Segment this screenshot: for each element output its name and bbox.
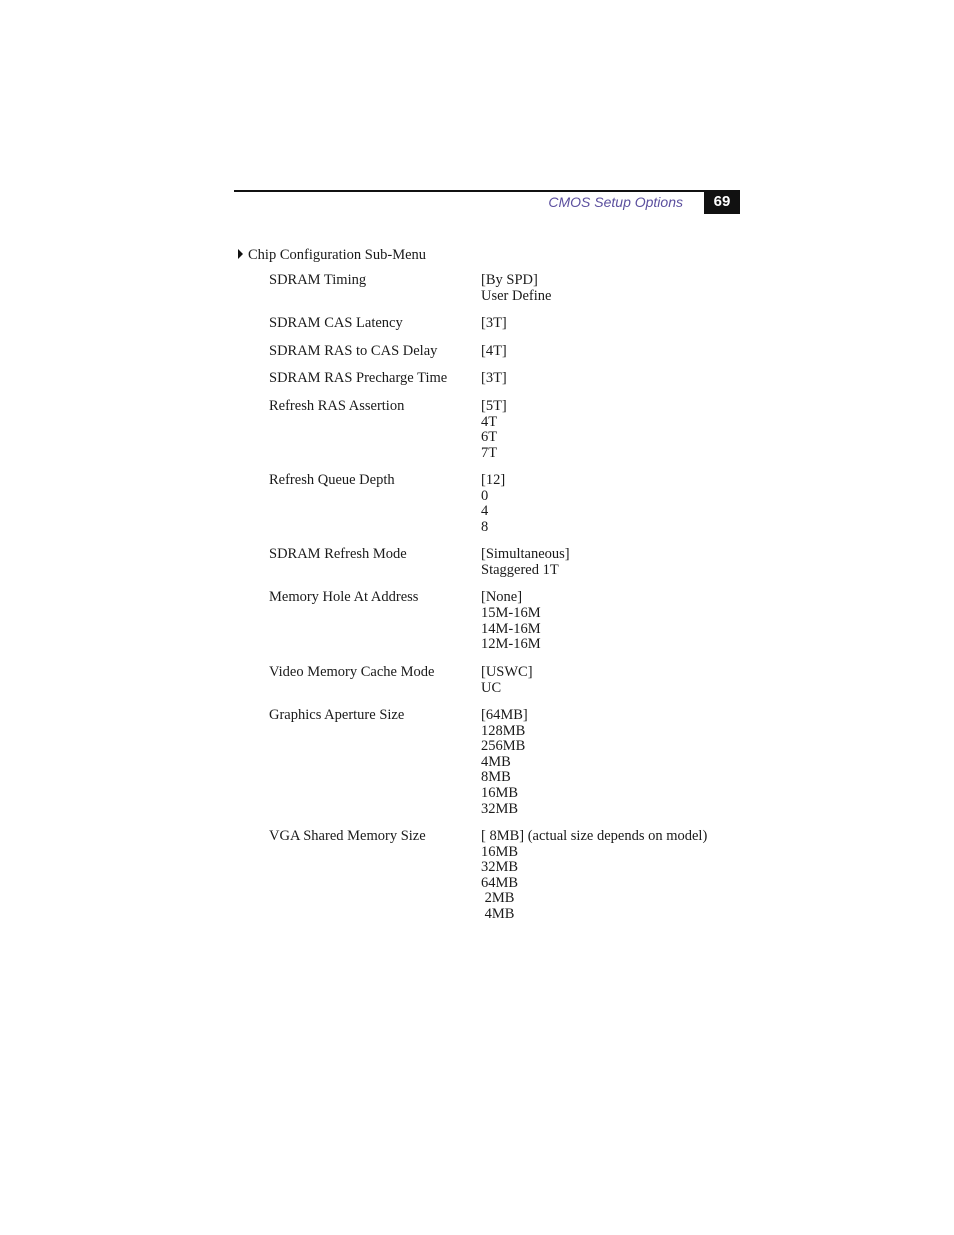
setting-label: Memory Hole At Address	[269, 589, 419, 606]
setting-row	[269, 471, 739, 536]
settings-table	[269, 271, 739, 932]
setting-default-option: [By SPD]	[481, 272, 538, 288]
setting-label: SDRAM RAS to CAS Delay	[269, 342, 438, 359]
setting-label: SDRAM CAS Latency	[269, 315, 403, 332]
setting-option: 64MB	[481, 874, 519, 891]
setting-option: 8MB	[481, 769, 511, 786]
setting-row	[269, 827, 739, 923]
setting-row	[269, 397, 739, 462]
header-rule	[234, 190, 740, 192]
setting-default-option: [5T]	[481, 397, 507, 414]
setting-option: 4MB	[481, 753, 511, 770]
section-heading	[236, 246, 426, 264]
setting-option: 4MB	[481, 906, 515, 923]
bullet-arrow-icon	[238, 249, 243, 259]
setting-label: VGA Shared Memory Size	[269, 827, 426, 844]
setting-default-option: [3T]	[481, 370, 507, 387]
setting-option: Staggered 1T	[481, 562, 559, 579]
setting-option: 16MB	[481, 785, 519, 801]
setting-option: UC	[481, 679, 502, 696]
setting-default-option: [Simultaneous]	[481, 546, 570, 563]
setting-label: Video Memory Cache Mode	[269, 663, 435, 680]
setting-options	[481, 663, 739, 697]
setting-option: 8	[481, 519, 489, 536]
setting-options	[481, 397, 739, 462]
setting-option: 15M-16M	[481, 605, 541, 622]
setting-row	[269, 342, 739, 360]
setting-option: 14M-16M	[481, 620, 541, 637]
section-heading-label: Chip Configuration Sub-Menu	[248, 247, 427, 263]
setting-row	[269, 588, 739, 653]
setting-options	[481, 588, 739, 653]
setting-default-option: [USWC]	[481, 663, 533, 680]
setting-label: SDRAM Timing	[269, 272, 367, 288]
setting-default-option: [ 8MB] (actual size depends on model)	[481, 827, 708, 844]
setting-option: 16MB	[481, 843, 519, 860]
setting-options	[481, 369, 739, 387]
setting-row	[269, 706, 739, 818]
setting-row	[269, 271, 739, 305]
setting-label: SDRAM Refresh Mode	[269, 546, 407, 563]
setting-option: 0	[481, 487, 489, 504]
setting-label: Refresh RAS Assertion	[269, 397, 405, 414]
setting-option: 256MB	[481, 738, 526, 755]
page-number: 69	[704, 190, 740, 214]
setting-option: 2MB	[481, 890, 515, 907]
setting-option: 12M-16M	[481, 636, 541, 653]
setting-default-option: [64MB]	[481, 706, 528, 723]
setting-label: Refresh Queue Depth	[269, 471, 395, 488]
setting-option: 128MB	[481, 722, 526, 739]
setting-options	[481, 827, 739, 923]
setting-option: 32MB	[481, 859, 519, 876]
setting-options	[481, 545, 739, 579]
setting-options	[481, 706, 739, 818]
setting-default-option: [4T]	[481, 342, 507, 359]
setting-option: User Define	[481, 288, 552, 304]
setting-option: 4	[481, 503, 489, 520]
setting-default-option: [None]	[481, 589, 523, 606]
setting-row	[269, 314, 739, 332]
setting-default-option: [3T]	[481, 315, 507, 332]
setting-label: SDRAM RAS Precharge Time	[269, 370, 448, 387]
setting-options	[481, 271, 739, 305]
setting-options	[481, 342, 739, 360]
running-header-title: CMOS Setup Options	[548, 194, 683, 210]
setting-row	[269, 545, 739, 579]
setting-option: 32MB	[481, 800, 519, 817]
setting-option: 7T	[481, 444, 498, 461]
setting-options	[481, 471, 739, 536]
setting-option: 6T	[481, 429, 498, 446]
setting-row	[269, 369, 739, 387]
setting-row	[269, 663, 739, 697]
setting-option: 4T	[481, 413, 498, 430]
setting-options	[481, 314, 739, 332]
setting-default-option: [12]	[481, 471, 506, 488]
setting-label: Graphics Aperture Size	[269, 706, 405, 723]
